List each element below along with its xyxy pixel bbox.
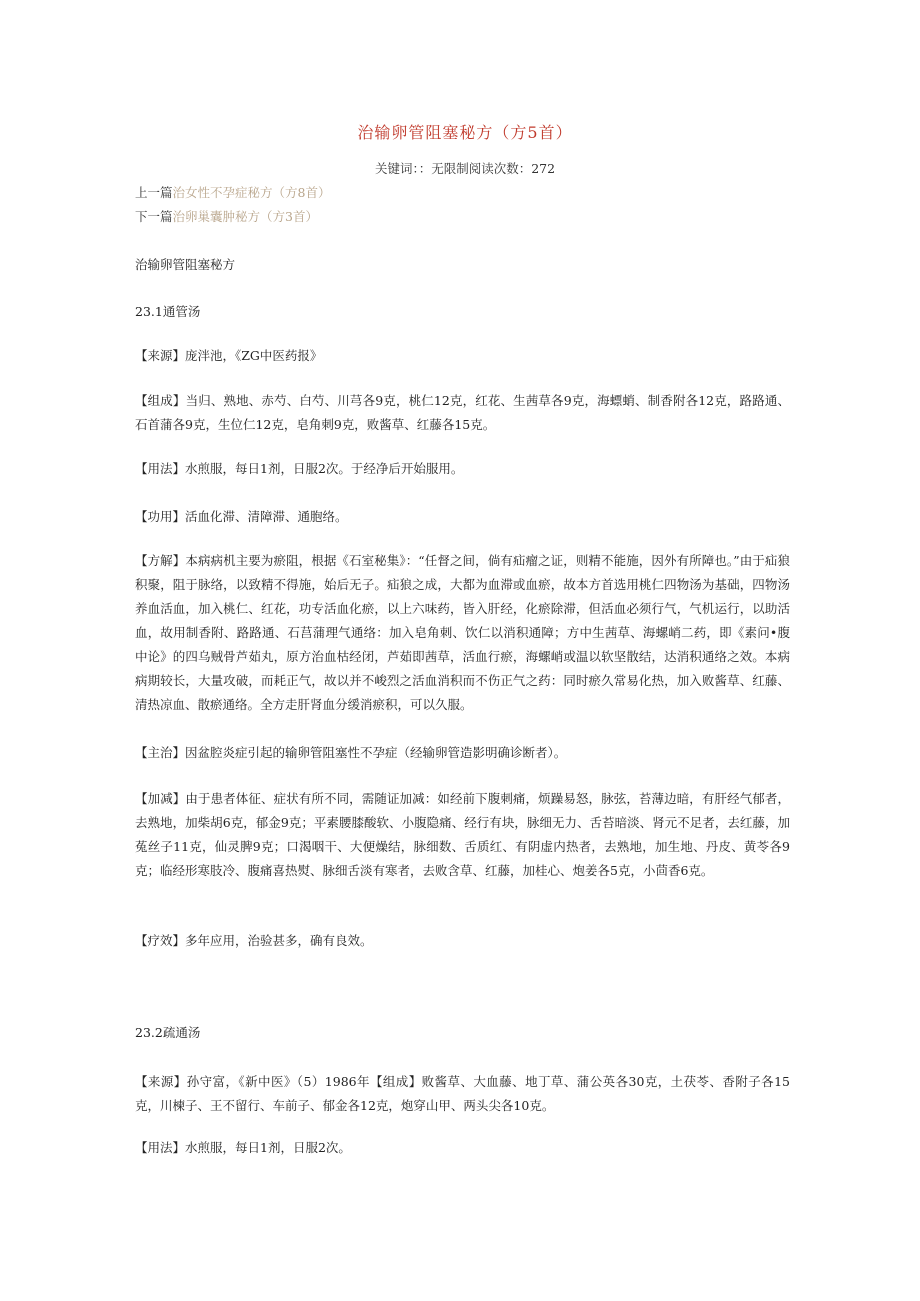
section1-source: 【来源】庞泮池，《ZG中医药报》	[135, 348, 323, 363]
section1-composition: 【组成】当归、熟地、赤芍、白芍、川芎各9克，桃仁12克，红花、生茜草各9克，海螵蛸、制香附各12克，路路通、石首蒲各9克，生位仁12克，皂角刺9克，败酱草、红藤各15克。	[135, 393, 790, 432]
page-title: 治输卵管阻塞秘方（方5首）	[357, 123, 573, 142]
nav-previous-prefix: 上一篇	[135, 185, 173, 200]
nav-next	[135, 207, 318, 225]
nav-next-link[interactable]: 治卵巢囊肿秘方（方3首）	[172, 209, 318, 224]
nav-previous-link[interactable]: 治女性不孕症秘方（方8首）	[172, 185, 331, 200]
section1-efficacy: 【疗效】多年应用，治验甚多，确有良效。	[135, 933, 373, 948]
section2-usage: 【用法】水煎服，每日1剂，日服2次。	[135, 1140, 351, 1155]
section1-indication: 【主治】因盆腔炎症引起的输卵管阻塞性不孕症（经输卵管造影明确诊断者）。	[135, 745, 567, 760]
article-meta: 关键词：：无限制阅读次数：272	[374, 161, 556, 176]
nav-previous	[135, 183, 330, 201]
section-title-1: 23.1通管汤	[135, 304, 201, 319]
section1-explanation: 【方解】本病病机主要为瘀阻，根据《石室秘集》：“任督之间，倘有疝瘤之证，则精不能施，因外有所障也。”由于疝狼积聚，阻于脉络，以致精不得施，始后无子。疝狼之成，大都为血滞或血瘀，故本方首选用桃仁四物汤为基础，四物汤养血活血，加入桃仁、红花，功专活血化瘀，以上六味药，皆入肝经，化瘀除滞，但活血必须行气，气机运行，以助活血，故用制香附、路路通、石莒蒲理气通络：加入皂角刺、饮仁以消积通障；方中生茜草、海螺峭二药，即《素问•腹中论》的四乌贼骨芦茹丸，原方治血枯经闭，芦茹即茜草，活血行瘀，海螺峭或温以软坚散结，达消积通络之效。本病病期较长，大量攻破，而耗正气，故以并不峻烈之活血消积而不伤正气之药：同时瘀久常易化热，加入败酱草、红藤、清热凉血、散瘀通络。全方走肝肾血分缓消瘀积，可以久服。	[135, 553, 790, 712]
section1-function: 【功用】活血化滞、清障滞、通胞络。	[135, 509, 348, 524]
section1-modification: 【加减】由于患者体征、症状有所不同，需随证加减：如经前下腹刺痛，烦躁易怒，脉弦，苔薄边暗，有肝经气郁者，去熟地，加柴胡6克，郁金9克；平素腰膝酸软、小腹隐痛、经行有块，脉细无力、舌苔暗淡、肾元不足者，去红藤，加菟丝子11克，仙灵脾9克；口渴咽干、大便燥结，脉细数、舌质红、有阴虚内热者，去熟地，加生地、丹皮、黄苓各9克；临经形寒肢冷、腹痛喜热熨、脉细舌淡有寒者，去败含草、红藤，加桂心、炮姜各5克，小茴香6克。	[135, 791, 790, 878]
section2-source: 【来源】孙守富，《新中医》（5）1986年【组成】败酱草、大血藤、地丁草、蒲公英各30克，土茯苓、香附子各15克，川楝子、王不留行、车前子、郁金各12克，炮穿山甲、两头尖各10克。	[135, 1074, 790, 1113]
section1-usage: 【用法】水煎服，每日1剂，日服2次。于经净后开始服用。	[135, 461, 464, 476]
content-heading: 治输卵管阻塞秘方	[135, 257, 236, 272]
nav-next-prefix: 下一篇	[135, 209, 173, 224]
section-title-2: 23.2疏通汤	[135, 1025, 201, 1040]
